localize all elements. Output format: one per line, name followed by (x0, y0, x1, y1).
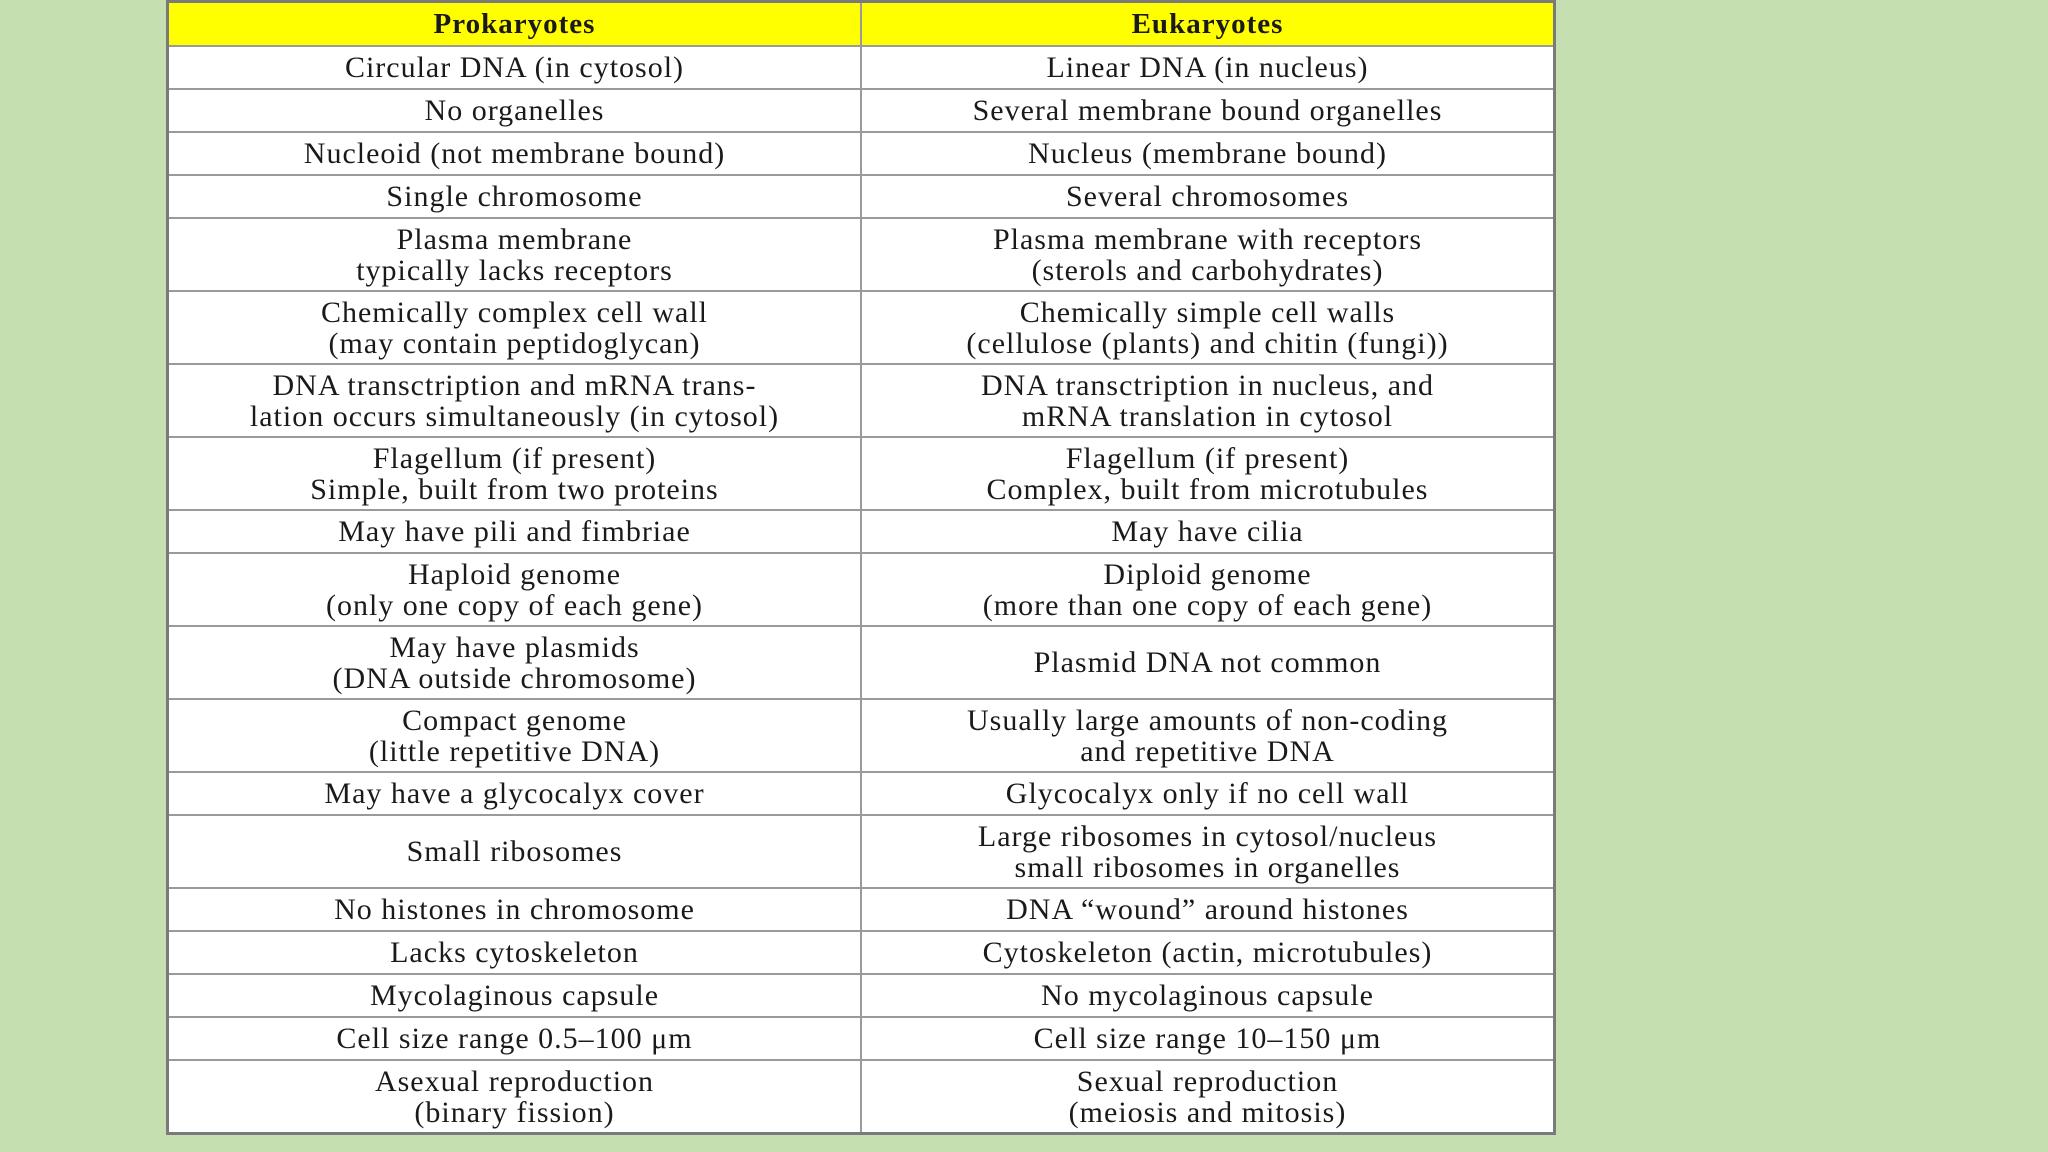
eukaryote-cell (861, 974, 1555, 1017)
eukaryote-cell (861, 626, 1555, 699)
header-eukaryotes: Eukaryotes (861, 2, 1555, 47)
cell-text-line: (sterols and carbohydrates) (1031, 253, 1384, 287)
table-row (168, 772, 1555, 815)
eukaryote-cell (861, 815, 1555, 888)
cell-text-line: (binary fission) (414, 1095, 615, 1129)
eukaryote-cell (861, 437, 1555, 510)
cell-text-line: (meiosis and mitosis) (1068, 1095, 1347, 1129)
prokaryote-cell (168, 1060, 862, 1134)
eukaryote-cell (861, 291, 1555, 364)
prokaryote-cell (168, 437, 862, 510)
cell-text-line: May have pili and fimbriae (338, 515, 691, 548)
cell-text-line: Simple, built from two proteins (310, 472, 719, 506)
header-prokaryotes: Prokaryotes (168, 2, 862, 47)
cell-text-line: Complex, built from microtubules (986, 472, 1429, 506)
cell-text-line: (DNA outside chromosome) (332, 661, 697, 695)
cell-text-line: Mycolaginous capsule (369, 979, 660, 1012)
table-row (168, 437, 1555, 510)
cell-text-line: May have plasmids (389, 630, 640, 664)
cell-text-line: typically lacks receptors (356, 253, 673, 287)
cell-text-line: Cell size range 0.5–100 μm (336, 1022, 693, 1055)
prokaryote-cell (168, 974, 862, 1017)
prokaryote-cell (168, 175, 862, 218)
cell-text-line: small ribosomes in organelles (1014, 850, 1401, 884)
cell-text-line: Chemically simple cell walls (1019, 295, 1396, 329)
table-row (168, 46, 1555, 89)
cell-text-line: Diploid genome (1103, 557, 1312, 591)
cell-text-line: No histones in chromosome (334, 893, 695, 926)
table-row (168, 364, 1555, 437)
cell-text-line: Plasma membrane with receptors (992, 222, 1423, 256)
cell-text-line: and repetitive DNA (1080, 734, 1335, 768)
cell-text-line: (cellulose (plants) and chitin (fungi)) (966, 326, 1449, 360)
prokaryote-cell (168, 510, 862, 553)
cell-text-line: Usually large amounts of non-coding (966, 703, 1449, 737)
cell-text-line: May have a glycocalyx cover (324, 777, 705, 810)
cell-text-line: DNA transctription and mRNA trans- (272, 368, 757, 402)
prokaryote-cell (168, 1017, 862, 1060)
cell-text-line: DNA transctription in nucleus, and (980, 368, 1435, 402)
eukaryote-cell (861, 132, 1555, 175)
eukaryote-cell (861, 1017, 1555, 1060)
prokaryote-cell (168, 815, 862, 888)
cell-text-line: lation occurs simultaneously (in cytosol) (249, 399, 780, 433)
cell-text-line: Nucleus (membrane bound) (1028, 137, 1387, 170)
prokaryote-cell (168, 218, 862, 291)
table-row (168, 974, 1555, 1017)
cell-text-line: Linear DNA (in nucleus) (1046, 51, 1369, 84)
cell-text-line: Circular DNA (in cytosol) (344, 51, 685, 84)
eukaryote-cell (861, 553, 1555, 626)
cell-text-line: Plasma membrane (396, 222, 633, 256)
eukaryote-cell (861, 364, 1555, 437)
cell-text-line: Flagellum (if present) (372, 441, 657, 475)
cell-text-line: Glycocalyx only if no cell wall (1005, 777, 1410, 810)
table-row (168, 510, 1555, 553)
prokaryote-cell (168, 46, 862, 89)
prokaryote-cell (168, 772, 862, 815)
prokaryote-cell (168, 931, 862, 974)
table-body (168, 46, 1555, 1134)
cell-text-line: Haploid genome (407, 557, 622, 591)
cell-text-line: Several chromosomes (1065, 180, 1350, 213)
eukaryote-cell (861, 888, 1555, 931)
eukaryote-cell (861, 931, 1555, 974)
cell-text-line: mRNA translation in cytosol (1021, 399, 1394, 433)
prokaryote-cell (168, 888, 862, 931)
cell-text-line: Nucleoid (not membrane bound) (303, 137, 726, 170)
table-row (168, 175, 1555, 218)
eukaryote-cell (861, 699, 1555, 772)
cell-text-line: Single chromosome (386, 180, 643, 213)
prokaryote-cell (168, 364, 862, 437)
table-row (168, 218, 1555, 291)
eukaryote-cell (861, 89, 1555, 132)
cell-text-line: Several membrane bound organelles (972, 94, 1443, 127)
table-row (168, 89, 1555, 132)
cell-text-line: (more than one copy of each gene) (982, 588, 1433, 622)
cell-text-line: Sexual reproduction (1076, 1064, 1339, 1098)
eukaryote-cell (861, 46, 1555, 89)
table-header-row (168, 2, 1555, 47)
eukaryote-cell (861, 510, 1555, 553)
table-row (168, 931, 1555, 974)
table-row (168, 553, 1555, 626)
eukaryote-cell (861, 218, 1555, 291)
prokaryote-eukaryote-table (166, 0, 1556, 1135)
prokaryote-cell (168, 553, 862, 626)
cell-text-line: Plasmid DNA not common (1033, 646, 1382, 679)
cell-text-line: Asexual reproduction (374, 1064, 655, 1098)
cell-text-line: Chemically complex cell wall (320, 295, 709, 329)
eukaryote-cell (861, 1060, 1555, 1134)
cell-text-line: Flagellum (if present) (1065, 441, 1350, 475)
prokaryote-cell (168, 626, 862, 699)
cell-text-line: DNA “wound” around histones (1006, 893, 1409, 926)
table-row (168, 815, 1555, 888)
table-row (168, 291, 1555, 364)
cell-text-line: (little repetitive DNA) (368, 734, 661, 768)
cell-text-line: Compact genome (402, 703, 627, 737)
prokaryote-cell (168, 699, 862, 772)
cell-text-line: Cell size range 10–150 μm (1033, 1022, 1382, 1055)
eukaryote-cell (861, 175, 1555, 218)
table-row (168, 1060, 1555, 1134)
cell-text-line: Small ribosomes (406, 835, 623, 868)
table-row (168, 626, 1555, 699)
table-row (168, 888, 1555, 931)
cell-text-line: Lacks cytoskeleton (390, 936, 639, 969)
table-row (168, 699, 1555, 772)
cell-text-line: No organelles (424, 94, 605, 127)
cell-text-line: Cytoskeleton (actin, microtubules) (982, 936, 1433, 969)
table-row (168, 132, 1555, 175)
cell-text-line: No mycolaginous capsule (1041, 979, 1374, 1012)
prokaryote-cell (168, 291, 862, 364)
cell-text-line: (only one copy of each gene) (325, 588, 703, 622)
table-row (168, 1017, 1555, 1060)
cell-text-line: (may contain peptidoglycan) (328, 326, 701, 360)
prokaryote-cell (168, 132, 862, 175)
eukaryote-cell (861, 772, 1555, 815)
cell-text-line: Large ribosomes in cytosol/nucleus (977, 819, 1438, 853)
prokaryote-cell (168, 89, 862, 132)
cell-text-line: May have cilia (1111, 515, 1304, 548)
